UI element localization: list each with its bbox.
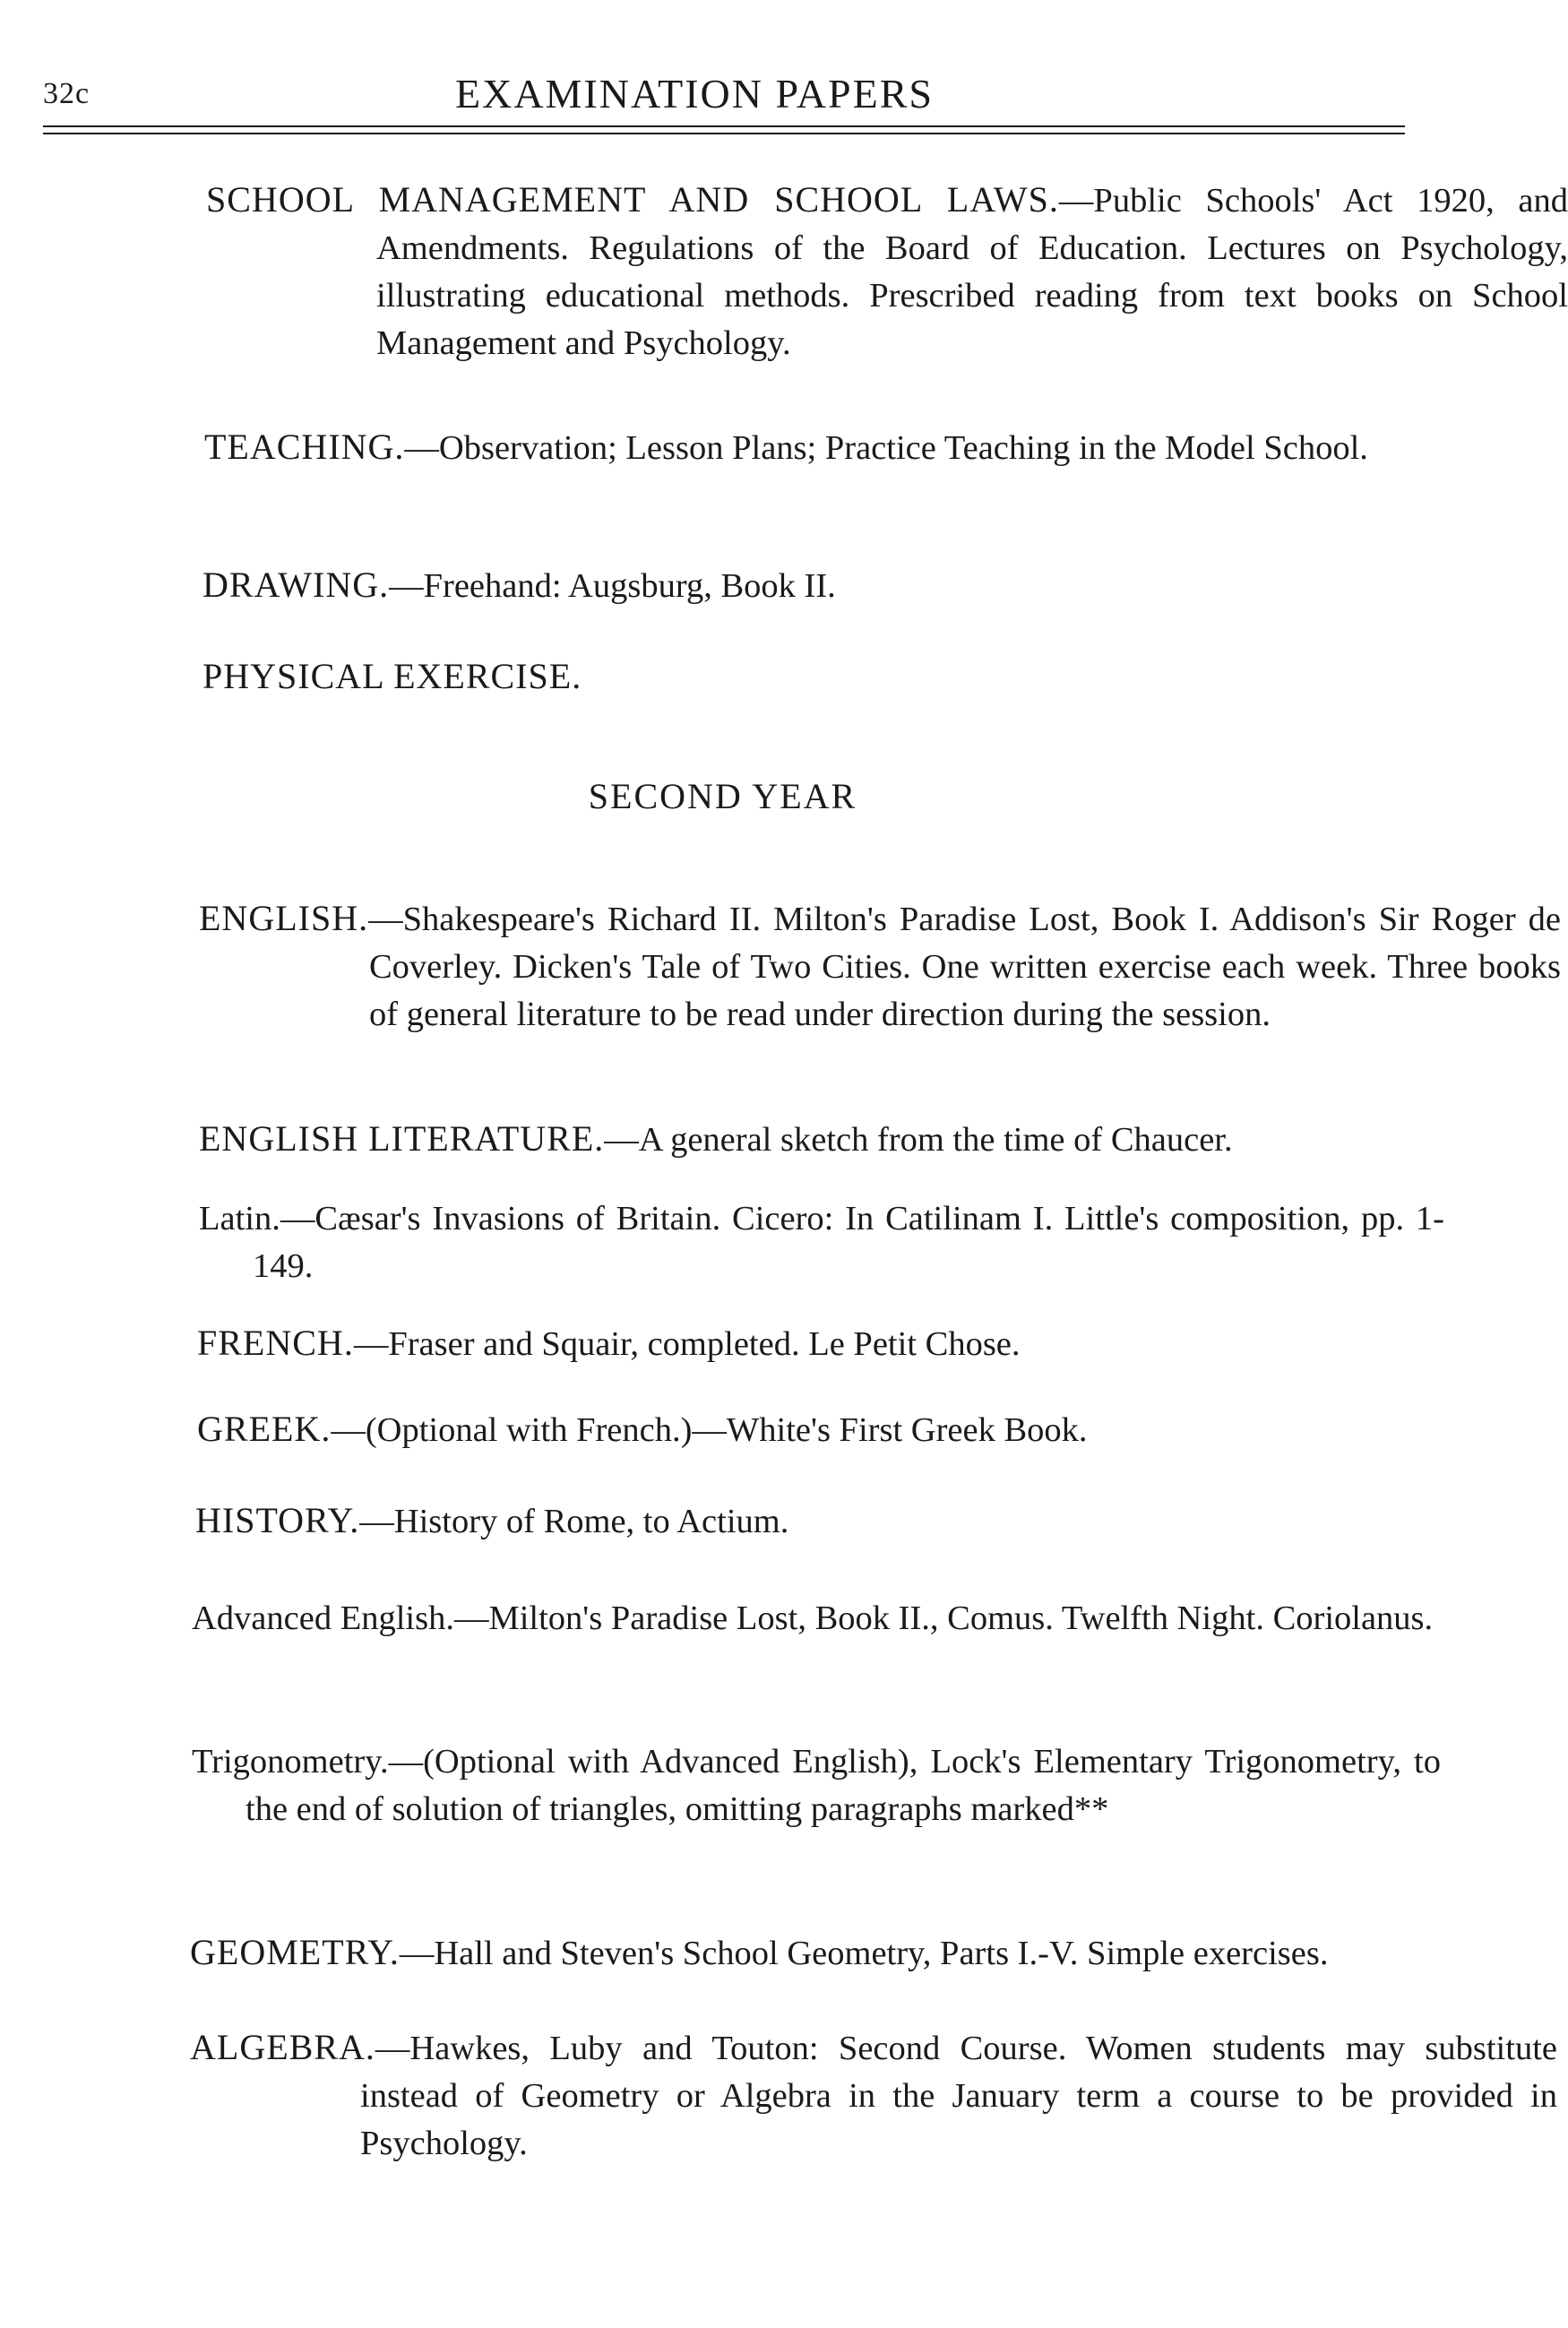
- page-number: 32c: [43, 77, 90, 110]
- section-title-second-year: SECOND YEAR: [588, 776, 857, 816]
- entry-english: [199, 894, 1561, 1039]
- entry-heading: Advanced English.: [192, 1599, 454, 1637]
- entry-text: —Freehand: Augsburg, Book II.: [389, 567, 836, 605]
- entry-heading: Trigonometry.: [192, 1743, 389, 1780]
- page-header: [43, 70, 1405, 124]
- entry-heading: DRAWING.: [202, 565, 390, 605]
- entry-text: —Observation; Lesson Plans; Practice Teaching in the Model School.: [404, 429, 1368, 467]
- entry-trigonometry: [192, 1738, 1441, 1833]
- entry-text: —Milton's Paradise Lost, Book II., Comus. Twelfth Night. Coriolanus.: [453, 1599, 1434, 1637]
- entry-english-literature: [199, 1115, 1561, 1164]
- entry-heading: FRENCH.: [197, 1323, 354, 1363]
- entry-advanced-english: [192, 1595, 1441, 1643]
- entry-greek: [197, 1405, 1561, 1454]
- entry-text: —Shakespeare's Richard II. Milton's Paradise Lost, Book I. Addison's Sir Roger de Coverley. Dicken's Tale of Two Cities. One written exercise each week. Three books of general literature to be read under direction during the session.: [368, 901, 1561, 1033]
- entry-physical-exercise: [202, 652, 1568, 702]
- entry-text: —Hawkes, Luby and Touton: Second Course. Women students may substitute instead of Geometry or Algebra in the January term a course to be provided in Psychology.: [360, 2030, 1557, 2162]
- entry-text: —(Optional with French.)—White's First Greek Book.: [331, 1411, 1088, 1449]
- entry-heading: GREEK.: [197, 1409, 332, 1449]
- entry-school-management: [206, 176, 1568, 367]
- entry-text: —History of Rome, to Actium.: [359, 1503, 789, 1540]
- entry-heading: ENGLISH.: [199, 898, 369, 938]
- header-rule-bottom: [43, 133, 1405, 134]
- entry-teaching: [204, 423, 1568, 472]
- entry-text: —A general sketch from the time of Chaucer.: [604, 1121, 1233, 1159]
- entry-heading: PHYSICAL EXERCISE.: [202, 656, 582, 696]
- header-rule-top: [43, 125, 1405, 127]
- running-title: EXAMINATION PAPERS: [455, 71, 934, 116]
- entry-heading: GEOMETRY.: [190, 1932, 400, 1972]
- entry-drawing: [202, 561, 1568, 610]
- entry-heading: Latin.: [199, 1200, 280, 1237]
- entry-french: [197, 1319, 1561, 1368]
- entry-text: —Fraser and Squair, completed. Le Petit Chose.: [353, 1325, 1021, 1363]
- entry-heading: SCHOOL MANAGEMENT AND SCHOOL LAWS.: [206, 179, 1059, 220]
- entry-geometry: [190, 1928, 1557, 1978]
- entry-heading: HISTORY.: [195, 1500, 360, 1540]
- entry-algebra: [190, 2023, 1557, 2168]
- entry-text: —Cæsar's Invasions of Britain. Cicero: In Catilinam I. Little's composition, pp. 1-149.: [253, 1200, 1444, 1285]
- entry-text: —(Optional with Advanced English), Lock's Elementary Trigonometry, to the end of solution of triangles, omitting paragraphs marked**: [246, 1743, 1441, 1828]
- entry-latin: [199, 1195, 1444, 1290]
- entry-heading: TEACHING.: [204, 427, 405, 467]
- entry-history: [195, 1496, 1561, 1546]
- entry-text: —Public Schools' Act 1920, and Amendments. Regulations of the Board of Education. Lectures on Psychology, illustrating educational methods. Prescribed reading from text books on School Management and Psychology.: [376, 182, 1568, 362]
- entry-heading: ENGLISH LITERATURE.: [199, 1118, 605, 1159]
- entry-text: —Hall and Steven's School Geometry, Parts I.-V. Simple exercises.: [399, 1935, 1329, 1972]
- entry-heading: ALGEBRA.: [190, 2027, 375, 2067]
